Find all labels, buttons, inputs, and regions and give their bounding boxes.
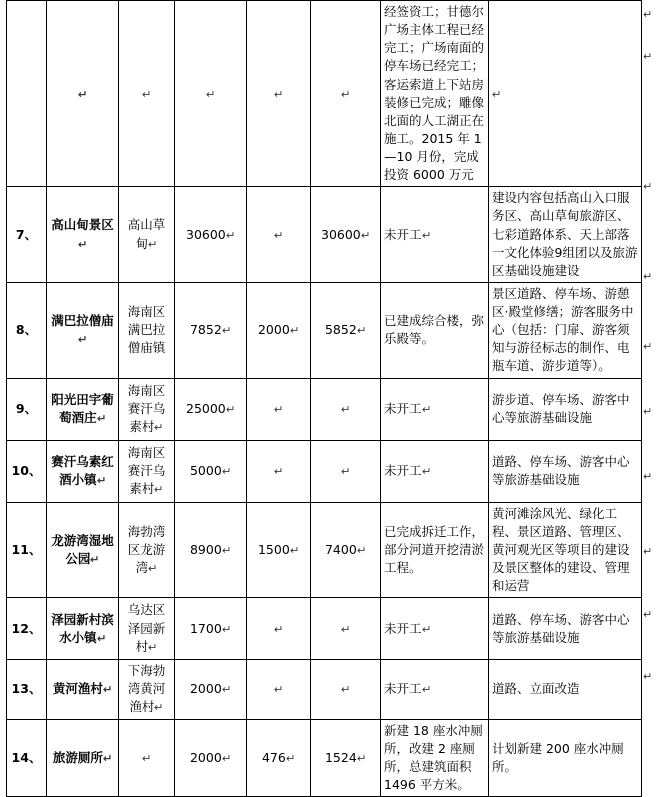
cell-progress: 未开工↵: [381, 598, 489, 660]
table-row: [7, 440, 642, 502]
paragraph-mark-icon: ↵: [221, 324, 232, 338]
cell-completed: [311, 598, 381, 660]
cell-completed: 7400↵: [311, 502, 381, 598]
paragraph-mark-icon: ↵: [421, 464, 431, 478]
table-row: [7, 187, 642, 283]
cell-annual: [247, 440, 311, 502]
cell-annual: [247, 598, 311, 660]
cell-place: 下海勃湾黄河渔村↵: [119, 660, 175, 719]
paragraph-mark-icon: ↵: [643, 470, 653, 483]
paragraph-mark-icon: ↵: [643, 405, 653, 418]
cell-name: [47, 1, 119, 187]
paragraph-mark-icon: ↵: [273, 228, 284, 242]
paragraph-mark-icon: ↵: [221, 622, 232, 636]
cell-description: 黄河滩涂风光、绿化工程、景区道路、管理区、黄河观光区等项目的建设及景区整体的建设、管理和运营: [489, 502, 642, 598]
cell-no: 8、: [7, 282, 47, 378]
table-row: [7, 282, 642, 378]
paragraph-mark-icon: ↵: [77, 87, 88, 101]
paragraph-marks-margin: [643, 0, 657, 716]
cell-total: 8900↵: [175, 502, 247, 598]
cell-name: 满巴拉僧庙↵: [47, 282, 119, 378]
project-table: [6, 0, 642, 797]
cell-place: 高山草甸↵: [119, 187, 175, 283]
paragraph-mark-icon: ↵: [102, 683, 113, 697]
cell-name: 泽园新村滨水小镇↵: [47, 598, 119, 660]
paragraph-mark-icon: ↵: [273, 683, 284, 697]
paragraph-mark-icon: ↵: [643, 670, 653, 683]
cell-total: 5000↵: [175, 440, 247, 502]
cell-annual: [247, 378, 311, 440]
cell-annual: [247, 660, 311, 719]
paragraph-mark-icon: ↵: [643, 270, 653, 283]
cell-description: 游步道、停车场、游客中心等旅游基础设施: [489, 378, 642, 440]
paragraph-mark-icon: ↵: [340, 402, 351, 416]
cell-no: 10、: [7, 440, 47, 502]
paragraph-mark-icon: ↵: [421, 622, 431, 636]
table-row: [7, 719, 642, 797]
cell-total: 7852↵: [175, 282, 247, 378]
table-row: [7, 660, 642, 719]
paragraph-mark-icon: ↵: [421, 402, 431, 416]
cell-place: [119, 719, 175, 797]
cell-completed: [311, 1, 381, 187]
paragraph-mark-icon: ↵: [289, 543, 300, 557]
paragraph-mark-icon: ↵: [643, 340, 653, 353]
cell-place: 海勃湾区龙游湾↵: [119, 502, 175, 598]
cell-no: 11、: [7, 502, 47, 598]
cell-place: 海南区赛汗乌素村↵: [119, 378, 175, 440]
paragraph-mark-icon: ↵: [340, 622, 351, 636]
paragraph-mark-icon: ↵: [273, 464, 284, 478]
cell-name: 旅游厕所↵: [47, 719, 119, 797]
cell-place: [119, 1, 175, 187]
paragraph-mark-icon: ↵: [96, 412, 107, 425]
cell-completed: 1524↵: [311, 719, 381, 797]
cell-no: 14、: [7, 719, 47, 797]
cell-progress: 未开工↵: [381, 660, 489, 719]
paragraph-mark-icon: ↵: [340, 683, 351, 697]
paragraph-mark-icon: ↵: [154, 701, 164, 715]
cell-place: 海南区满巴拉僧庙镇: [119, 282, 175, 378]
paragraph-mark-icon: ↵: [147, 237, 158, 251]
paragraph-mark-icon: ↵: [273, 402, 284, 416]
cell-name: 阳光田宇葡萄酒庄↵: [47, 378, 119, 440]
cell-name: 黄河渔村↵: [47, 660, 119, 719]
paragraph-mark-icon: ↵: [225, 402, 236, 416]
paragraph-mark-icon: ↵: [285, 751, 296, 765]
paragraph-mark-icon: ↵: [141, 87, 152, 101]
cell-progress: 新建 18 座水冲厕所，改建 2 座厕所，总建筑面积 1496 平方米。: [381, 719, 489, 797]
paragraph-mark-icon: ↵: [154, 421, 164, 435]
cell-description: [489, 1, 642, 187]
paragraph-mark-icon: ↵: [643, 8, 653, 21]
paragraph-mark-icon: ↵: [147, 561, 158, 575]
paragraph-mark-icon: ↵: [221, 543, 232, 557]
paragraph-mark-icon: ↵: [360, 228, 371, 242]
paragraph-mark-icon: ↵: [154, 483, 164, 497]
cell-place: 海南区赛汗乌素村↵: [119, 440, 175, 502]
cell-completed: 5852↵: [311, 282, 381, 378]
cell-description: 道路、立面改造: [489, 660, 642, 719]
cell-total: 30600↵: [175, 187, 247, 283]
cell-no: [7, 1, 47, 187]
cell-description: 道路、停车场、游客中心等旅游基础设施: [489, 598, 642, 660]
paragraph-mark-icon: ↵: [289, 324, 300, 338]
cell-completed: 30600↵: [311, 187, 381, 283]
cell-name: 龙游湾湿地公园↵: [47, 502, 119, 598]
cell-progress: 已完成拆迁工作，部分河道开挖清淤工程。: [381, 502, 489, 598]
cell-progress: 经签资工；甘德尔广场主体工程已经完工；广场南面的停车场已经完工；客运索道上下站房装修已完成；雕像北面的人工湖正在施工。2015 年 1—10 月份，完成投资 6000 万元: [381, 1, 489, 187]
cell-annual: 476↵: [247, 719, 311, 797]
paragraph-mark-icon: ↵: [90, 552, 100, 566]
cell-no: 9、: [7, 378, 47, 440]
paragraph-mark-icon: ↵: [96, 631, 107, 645]
paragraph-mark-icon: ↵: [273, 87, 284, 101]
paragraph-mark-icon: ↵: [491, 87, 502, 101]
table-row: [7, 502, 642, 598]
paragraph-mark-icon: ↵: [221, 751, 232, 765]
cell-place: 乌达区泽园新村↵: [119, 598, 175, 660]
paragraph-mark-icon: ↵: [77, 237, 88, 251]
cell-total: [175, 1, 247, 187]
paragraph-mark-icon: ↵: [273, 622, 284, 636]
cell-name: 高山甸景区↵: [47, 187, 119, 283]
cell-total: 2000↵: [175, 719, 247, 797]
paragraph-mark-icon: ↵: [356, 751, 367, 765]
cell-no: 13、: [7, 660, 47, 719]
cell-annual: [247, 1, 311, 187]
cell-completed: [311, 660, 381, 719]
table-row: [7, 1, 642, 187]
paragraph-mark-icon: ↵: [141, 751, 152, 765]
paragraph-mark-icon: ↵: [421, 228, 431, 242]
cell-description: 计划新建 200 座水冲厕所。: [489, 719, 642, 797]
paragraph-mark-icon: ↵: [221, 683, 232, 697]
cell-total: 25000↵: [175, 378, 247, 440]
paragraph-mark-icon: ↵: [147, 640, 158, 654]
cell-total: 2000↵: [175, 660, 247, 719]
paragraph-mark-icon: ↵: [102, 751, 113, 765]
paragraph-mark-icon: ↵: [225, 228, 236, 242]
cell-annual: 2000↵: [247, 282, 311, 378]
paragraph-mark-icon: ↵: [340, 87, 351, 101]
paragraph-mark-icon: ↵: [643, 180, 653, 193]
table-row: [7, 598, 642, 660]
cell-completed: [311, 440, 381, 502]
cell-progress: 未开工↵: [381, 440, 489, 502]
cell-progress: 已建成综合楼，弥乐殿等。: [381, 282, 489, 378]
cell-progress: 未开工↵: [381, 187, 489, 283]
paragraph-mark-icon: ↵: [96, 474, 107, 487]
paragraph-mark-icon: ↵: [643, 50, 653, 63]
cell-completed: [311, 378, 381, 440]
cell-description: 建设内容包括高山入口服务区、高山草甸旅游区、七彩道路体系、天上部落一文化体验9组团以及旅游区基础设施建设: [489, 187, 642, 283]
cell-progress: 未开工↵: [381, 378, 489, 440]
table-row: [7, 378, 642, 440]
cell-description: 道路、停车场、游客中心等旅游基础设施: [489, 440, 642, 502]
cell-description: 景区道路、停车场、游憩区·殿堂修缮；游客服务中心（包括：门扉、游客须知与游径标志的制作、电瓶车道、游步道等）。: [489, 282, 642, 378]
paragraph-mark-icon: ↵: [356, 543, 367, 557]
paragraph-mark-icon: ↵: [340, 464, 351, 478]
paragraph-mark-icon: ↵: [221, 464, 232, 478]
cell-annual: [247, 187, 311, 283]
cell-total: 1700↵: [175, 598, 247, 660]
paragraph-mark-icon: ↵: [77, 333, 88, 347]
cell-annual: 1500↵: [247, 502, 311, 598]
paragraph-mark-icon: ↵: [643, 608, 653, 621]
cell-no: 12、: [7, 598, 47, 660]
paragraph-mark-icon: ↵: [356, 324, 367, 338]
cell-no: 7、: [7, 187, 47, 283]
paragraph-mark-icon: ↵: [205, 87, 216, 101]
paragraph-mark-icon: ↵: [643, 545, 653, 558]
paragraph-mark-icon: ↵: [421, 683, 431, 697]
cell-name: 赛汗乌素红酒小镇↵: [47, 440, 119, 502]
